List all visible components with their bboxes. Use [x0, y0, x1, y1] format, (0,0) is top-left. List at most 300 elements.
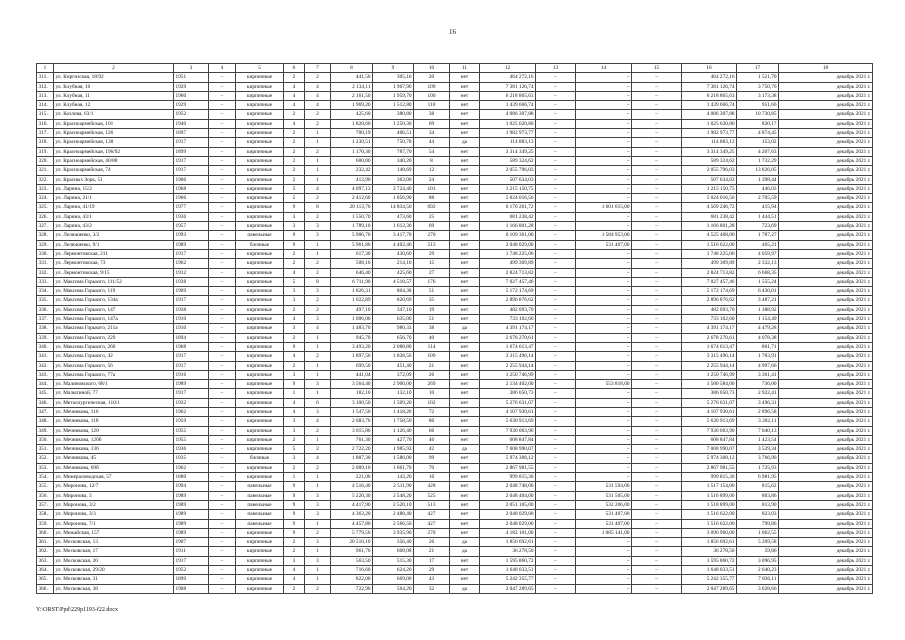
- cell-cost-budget: 553 818,00: [576, 380, 632, 389]
- cell-cost-fund: –: [536, 240, 576, 249]
- cell-total-cost: 1 025 620,86: [480, 119, 536, 128]
- cell-total-cost: 464 272,16: [480, 73, 536, 82]
- cell-cost-fund: –: [536, 91, 576, 100]
- cell-planned-date: декабрь 2021 г.: [779, 82, 873, 91]
- cell-total-cost: 6 218 865,63: [480, 91, 536, 100]
- cell-cost-budget: –: [576, 575, 632, 584]
- cell-cost-budget: –: [576, 119, 632, 128]
- cell-entrances: 1: [305, 519, 331, 528]
- column-number-11: 11: [450, 64, 480, 73]
- cell-total-cost: 5 974 308,12: [480, 454, 536, 463]
- cell-year-built: 1952: [174, 110, 209, 119]
- cell-year-reconstructed: –: [209, 445, 236, 454]
- cell-planned-date: декабрь 2021 г.: [779, 296, 873, 305]
- cell-cost-per-sqm: 4 207,63: [737, 147, 779, 156]
- cell-total-area: 1 828,60: [331, 119, 373, 128]
- cell-year-reconstructed: –: [209, 361, 236, 370]
- cell-entrances: 2: [305, 259, 331, 268]
- cell-residents: 38: [414, 110, 450, 119]
- cell-residents: 109: [414, 352, 450, 361]
- cell-living-area: 1 959,70: [373, 91, 414, 100]
- cell-cost-per-sqm: 1 062,55: [737, 528, 779, 537]
- cell-cost-budget: 531 594,00: [576, 482, 632, 491]
- cell-wall-material: кирпичные: [236, 389, 284, 398]
- cell-wall-material: кирпичные: [236, 435, 284, 444]
- cell-planned-date: декабрь 2021 г.: [779, 203, 873, 212]
- cell-cost-budget: –: [576, 110, 632, 119]
- cell-year-built: 1911: [174, 547, 209, 556]
- cell-row-no: 337.: [37, 315, 54, 324]
- cell-year-reconstructed: –: [209, 101, 236, 110]
- cell-cost-local: –: [632, 222, 682, 231]
- table-row: [37, 82, 873, 91]
- cell-total-area: 1 969,20: [331, 101, 373, 110]
- cell-total-area: 4 457,80: [331, 519, 373, 528]
- cell-total-area: 2 412,60: [331, 194, 373, 203]
- cell-floors: 3: [284, 454, 305, 463]
- cell-cost-local: –: [632, 389, 682, 398]
- cell-wall-material: кирпичные: [236, 259, 284, 268]
- cell-planned-date: декабрь 2021 г.: [779, 333, 873, 342]
- cell-cost-per-sqm: 1 398,44: [737, 175, 779, 184]
- cell-row-no: 322.: [37, 175, 54, 184]
- cell-row-no: 350.: [37, 435, 54, 444]
- cell-year-built: 1989: [174, 380, 209, 389]
- cell-address: ул. Красноармейская, 101: [54, 119, 174, 128]
- cell-cost-local: –: [632, 566, 682, 575]
- cell-cost-owners: 589 324,62: [682, 156, 737, 165]
- cell-year-built: 1962: [174, 463, 209, 472]
- cell-year-built: 1897: [174, 129, 209, 138]
- cell-year-built: 1968: [174, 342, 209, 351]
- cell-emergency-status: нет: [450, 249, 480, 258]
- cell-living-area: 148,69: [373, 166, 414, 175]
- cell-year-reconstructed: –: [209, 240, 236, 249]
- cell-wall-material: кирпичные: [236, 222, 284, 231]
- cell-cost-owners: 5 024 016,56: [682, 194, 737, 203]
- cell-cost-owners: 36 278,50: [682, 547, 737, 556]
- cell-emergency-status: нет: [450, 575, 480, 584]
- cell-year-built: 1917: [174, 156, 209, 165]
- cell-living-area: 451,40: [373, 361, 414, 370]
- cell-row-no: 315.: [37, 110, 54, 119]
- cell-entrances: 1: [305, 547, 331, 556]
- cell-address: ул. Козлова, 63/1: [54, 110, 174, 119]
- cell-year-built: 1917: [174, 166, 209, 175]
- cell-year-built: 1993: [174, 231, 209, 240]
- cell-cost-fund: –: [536, 194, 576, 203]
- cell-cost-local: –: [632, 240, 682, 249]
- table-row: [37, 222, 873, 231]
- cell-floors: 9: [284, 528, 305, 537]
- cell-total-cost: 2 048 029,00: [480, 510, 536, 519]
- cell-emergency-status: нет: [450, 184, 480, 193]
- cell-cost-local: –: [632, 147, 682, 156]
- cell-total-area: 182,10: [331, 389, 373, 398]
- cell-total-area: 563,50: [331, 556, 373, 565]
- cell-cost-per-sqm: 2 896,58: [737, 407, 779, 416]
- table-row: [37, 129, 873, 138]
- cell-residents: 10: [414, 389, 450, 398]
- cell-year-reconstructed: –: [209, 538, 236, 547]
- cell-year-reconstructed: –: [209, 110, 236, 119]
- cell-wall-material: кирпичные: [236, 91, 284, 100]
- cell-cost-per-sqm: 7 836,11: [737, 575, 779, 584]
- table-row: [37, 249, 873, 258]
- cell-year-reconstructed: –: [209, 510, 236, 519]
- cell-total-area: 1 006,00: [331, 315, 373, 324]
- cell-cost-per-sqm: 1 783,91: [737, 352, 779, 361]
- cell-cost-local: –: [632, 119, 682, 128]
- cell-total-cost: 5 630 913,69: [480, 417, 536, 426]
- cell-emergency-status: нет: [450, 222, 480, 231]
- table-row: [37, 287, 873, 296]
- cell-cost-local: –: [632, 417, 682, 426]
- cell-year-reconstructed: –: [209, 138, 236, 147]
- cell-cost-local: –: [632, 361, 682, 370]
- cell-total-cost: 733 102,60: [480, 315, 536, 324]
- cell-total-cost: 2 678 270,61: [480, 333, 536, 342]
- cell-total-area: 1 887,30: [331, 454, 373, 463]
- cell-residents: 70: [414, 463, 450, 472]
- cell-planned-date: декабрь 2021 г.: [779, 249, 873, 258]
- cell-entrances: 1: [305, 435, 331, 444]
- cell-year-reconstructed: –: [209, 119, 236, 128]
- cell-emergency-status: нет: [450, 277, 480, 286]
- cell-wall-material: кирпичные: [236, 575, 284, 584]
- cell-living-area: 2 548,20: [373, 491, 414, 500]
- cell-floors: 9: [284, 510, 305, 519]
- cell-total-area: 822,00: [331, 575, 373, 584]
- cell-year-reconstructed: –: [209, 407, 236, 416]
- cell-cost-budget: –: [576, 287, 632, 296]
- cell-cost-budget: –: [576, 277, 632, 286]
- cell-residents: 69: [414, 119, 450, 128]
- cell-total-cost: 1 250 746,99: [480, 370, 536, 379]
- cell-wall-material: кирпичные: [236, 407, 284, 416]
- cell-cost-budget: –: [576, 73, 632, 82]
- cell-emergency-status: нет: [450, 528, 480, 537]
- cell-total-cost: 999 815,30: [480, 473, 536, 482]
- cell-total-area: 413,90: [331, 175, 373, 184]
- cell-cost-local: –: [632, 203, 682, 212]
- cell-cost-per-sqm: 4 874,45: [737, 129, 779, 138]
- cell-planned-date: декабрь 2021 г.: [779, 101, 873, 110]
- cell-address: ул. Красноармейская, 138: [54, 138, 174, 147]
- cell-living-area: 3 935,90: [373, 528, 414, 537]
- cell-cost-fund: –: [536, 361, 576, 370]
- cell-row-no: 327.: [37, 222, 54, 231]
- cell-residents: 25: [414, 212, 450, 221]
- cell-cost-fund: –: [536, 380, 576, 389]
- cell-living-area: 340,20: [373, 156, 414, 165]
- cell-row-no: 348.: [37, 417, 54, 426]
- cell-cost-per-sqm: 6 981,95: [737, 473, 779, 482]
- cell-cost-owners: 608 847,84: [682, 435, 737, 444]
- cell-cost-budget: –: [576, 370, 632, 379]
- cell-cost-fund: –: [536, 101, 576, 110]
- cell-wall-material: кирпичные: [236, 249, 284, 258]
- cell-floors: 4: [284, 268, 305, 277]
- cell-floors: 3: [284, 324, 305, 333]
- cell-cost-per-sqm: 3 173,38: [737, 91, 779, 100]
- cell-emergency-status: нет: [450, 101, 480, 110]
- table-row: [37, 389, 873, 398]
- table-row: [37, 91, 873, 100]
- table-row: [37, 417, 873, 426]
- table-row: [37, 500, 873, 509]
- cell-year-reconstructed: –: [209, 435, 236, 444]
- cell-total-cost: 1 856 692,61: [480, 538, 536, 547]
- cell-total-cost: 114 883,13: [480, 138, 536, 147]
- cell-total-area: 4 097,13: [331, 184, 373, 193]
- table-row: [37, 556, 873, 565]
- cell-year-reconstructed: –: [209, 473, 236, 482]
- cell-address: ул. Красноармейская, 196/92: [54, 147, 174, 156]
- cell-entrances: 2: [305, 296, 331, 305]
- cell-planned-date: декабрь 2021 г.: [779, 147, 873, 156]
- cell-cost-owners: 2 678 270,61: [682, 333, 737, 342]
- cell-residents: 69: [414, 222, 450, 231]
- cell-year-built: 1989: [174, 240, 209, 249]
- cell-cost-local: –: [632, 110, 682, 119]
- cell-cost-per-sqm: 6 668,35: [737, 268, 779, 277]
- cell-year-built: 1929: [174, 101, 209, 110]
- cell-address: ул. Малыгиной, 77: [54, 389, 174, 398]
- cell-emergency-status: нет: [450, 491, 480, 500]
- cell-cost-local: –: [632, 342, 682, 351]
- cell-entrances: 1: [305, 389, 331, 398]
- cell-entrances: 1: [305, 333, 331, 342]
- cell-floors: 9: [284, 482, 305, 491]
- cell-cost-local: –: [632, 82, 682, 91]
- table-row: [37, 268, 873, 277]
- cell-total-area: 497,10: [331, 305, 373, 314]
- cell-cost-budget: 1 085 141,00: [576, 528, 632, 537]
- cell-year-reconstructed: –: [209, 398, 236, 407]
- table-row: [37, 138, 873, 147]
- cell-planned-date: декабрь 2021 г.: [779, 156, 873, 165]
- cell-cost-local: –: [632, 380, 682, 389]
- cell-total-area: 1 230,51: [331, 138, 373, 147]
- cell-total-cost: 1 982 973,77: [480, 129, 536, 138]
- cell-cost-owners: 1 439 666,74: [682, 101, 737, 110]
- cell-address: ул. Киргизская, 18/92: [54, 73, 174, 82]
- cell-planned-date: декабрь 2021 г.: [779, 352, 873, 361]
- cell-year-built: 1968: [174, 184, 209, 193]
- table-row: [37, 463, 873, 472]
- cell-floors: 2: [284, 361, 305, 370]
- cell-year-built: 1916: [174, 370, 209, 379]
- cell-cost-fund: –: [536, 249, 576, 258]
- cell-address: ул. Мечникова, 69б: [54, 463, 174, 472]
- cell-year-reconstructed: –: [209, 370, 236, 379]
- cell-cost-fund: –: [536, 426, 576, 435]
- cell-cost-per-sqm: 465,21: [737, 240, 779, 249]
- cell-cost-per-sqm: 1 521,70: [737, 73, 779, 82]
- cell-total-area: 646,40: [331, 268, 373, 277]
- table-row: [37, 426, 873, 435]
- cell-row-no: 355.: [37, 482, 54, 491]
- cell-cost-fund: –: [536, 184, 576, 193]
- table-row: [37, 352, 873, 361]
- cell-year-built: 1989: [174, 500, 209, 509]
- cell-planned-date: декабрь 2021 г.: [779, 110, 873, 119]
- cell-year-built: 1989: [174, 519, 209, 528]
- cell-cost-per-sqm: 1 725,93: [737, 463, 779, 472]
- housing-register-table: [36, 63, 873, 594]
- column-number-15: 15: [632, 64, 682, 73]
- cell-entrances: 2: [305, 73, 331, 82]
- cell-total-area: 761,30: [331, 435, 373, 444]
- cell-total-cost: 2 134 402,00: [480, 380, 536, 389]
- cell-total-cost: 36 278,50: [480, 547, 536, 556]
- cell-total-area: 5 220,30: [331, 491, 373, 500]
- cell-emergency-status: нет: [450, 435, 480, 444]
- cell-entrances: 3: [305, 407, 331, 416]
- column-number-1: 1: [37, 64, 54, 73]
- table-row: [37, 547, 873, 556]
- cell-residents: 513: [414, 500, 450, 509]
- cell-year-reconstructed: –: [209, 147, 236, 156]
- cell-planned-date: декабрь 2021 г.: [779, 361, 873, 370]
- cell-year-reconstructed: –: [209, 129, 236, 138]
- cell-row-no: 323.: [37, 184, 54, 193]
- cell-year-reconstructed: –: [209, 519, 236, 528]
- cell-cost-fund: –: [536, 342, 576, 351]
- cell-row-no: 325.: [37, 203, 54, 212]
- cell-cost-owners: 2 047 289,65: [682, 584, 737, 593]
- cell-living-area: 430,60: [373, 249, 414, 258]
- cell-cost-local: –: [632, 584, 682, 593]
- cell-cost-owners: 1 516 899,00: [682, 491, 737, 500]
- cell-entrances: 4: [305, 101, 331, 110]
- cell-year-built: 1955: [174, 435, 209, 444]
- cell-emergency-status: нет: [450, 194, 480, 203]
- cell-entrances: 1: [305, 156, 331, 165]
- cell-cost-fund: –: [536, 82, 576, 91]
- table-row: [37, 175, 873, 184]
- cell-cost-per-sqm: 153,02: [737, 138, 779, 147]
- cell-year-reconstructed: –: [209, 352, 236, 361]
- cell-year-built: 1960: [174, 91, 209, 100]
- cell-address: ул. Красноармейская, 74: [54, 166, 174, 175]
- cell-living-area: 473,60: [373, 212, 414, 221]
- cell-cost-fund: –: [536, 528, 576, 537]
- cell-cost-local: –: [632, 268, 682, 277]
- table-row: [37, 407, 873, 416]
- cell-cost-owners: 114 883,13: [682, 138, 737, 147]
- cell-year-built: 1910: [174, 315, 209, 324]
- cell-cost-budget: 1 584 953,00: [576, 231, 632, 240]
- cell-residents: 101: [414, 184, 450, 193]
- cell-floors: 2: [284, 147, 305, 156]
- cell-living-area: 1 418,20: [373, 407, 414, 416]
- cell-living-area: 1 838,56: [373, 352, 414, 361]
- cell-total-area: 4 363,20: [331, 510, 373, 519]
- cell-cost-budget: 531 407,00: [576, 240, 632, 249]
- cell-cost-local: –: [632, 454, 682, 463]
- cell-floors: 4: [284, 119, 305, 128]
- cell-row-no: 363.: [37, 556, 54, 565]
- footer-file-path: Y:\ORST\Ppd\229p1193-f22.docx: [36, 607, 119, 613]
- cell-emergency-status: нет: [450, 156, 480, 165]
- cell-emergency-status: нет: [450, 110, 480, 119]
- cell-address: ул. Красных Зорь, 51: [54, 175, 174, 184]
- table-row: [37, 203, 873, 212]
- cell-cost-local: –: [632, 519, 682, 528]
- cell-cost-local: –: [632, 333, 682, 342]
- cell-cost-local: –: [632, 398, 682, 407]
- cell-year-built: 1908: [174, 584, 209, 593]
- cell-residents: 35: [414, 296, 450, 305]
- cell-cost-owners: 2 824 713,82: [682, 268, 737, 277]
- cell-cost-per-sqm: 3 096,95: [737, 556, 779, 565]
- cell-address: ул. Миронова, 3/3: [54, 510, 174, 519]
- cell-wall-material: панельные: [236, 519, 284, 528]
- cell-cost-budget: –: [576, 147, 632, 156]
- cell-cost-budget: –: [576, 91, 632, 100]
- cell-residents: 109: [414, 82, 450, 91]
- cell-total-cost: 681 238,42: [480, 212, 536, 221]
- cell-emergency-status: нет: [450, 82, 480, 91]
- cell-address: ул. Металлургическая, 110/1: [54, 398, 174, 407]
- cell-residents: 428: [414, 482, 450, 491]
- cell-cost-fund: –: [536, 203, 576, 212]
- cell-cost-per-sqm: 799,86: [737, 519, 779, 528]
- cell-cost-local: –: [632, 259, 682, 268]
- cell-living-area: 347,10: [373, 305, 414, 314]
- cell-year-built: 1899: [174, 575, 209, 584]
- cell-cost-owners: 7 008 990,07: [682, 445, 737, 454]
- cell-floors: 5: [284, 445, 305, 454]
- table-row: [37, 212, 873, 221]
- cell-residents: 12: [414, 166, 450, 175]
- cell-emergency-status: да: [450, 584, 480, 593]
- cell-cost-per-sqm: 4 059,97: [737, 249, 779, 258]
- table-row: [37, 575, 873, 584]
- cell-emergency-status: нет: [450, 231, 480, 240]
- cell-year-reconstructed: –: [209, 566, 236, 575]
- cell-total-cost: 3 315 496,14: [480, 352, 536, 361]
- cell-year-reconstructed: –: [209, 184, 236, 193]
- cell-floors: 2: [284, 73, 305, 82]
- column-number-17: 17: [737, 64, 779, 73]
- cell-year-reconstructed: –: [209, 500, 236, 509]
- cell-row-no: 328.: [37, 231, 54, 240]
- cell-total-area: 2 161,50: [331, 91, 373, 100]
- cell-cost-owners: 1 516 622,00: [682, 240, 737, 249]
- cell-row-no: 345.: [37, 389, 54, 398]
- cell-residents: 427: [414, 510, 450, 519]
- cell-entrances: 2: [305, 426, 331, 435]
- cell-year-reconstructed: –: [209, 305, 236, 314]
- cell-cost-owners: 3 315 496,14: [682, 352, 737, 361]
- cell-entrances: 2: [305, 268, 331, 277]
- cell-cost-local: –: [632, 249, 682, 258]
- page-number: 16: [449, 28, 456, 36]
- cell-year-built: 1899: [174, 147, 209, 156]
- cell-cost-owners: 464 272,16: [682, 73, 737, 82]
- cell-entrances: 3: [305, 510, 331, 519]
- cell-total-cost: 1 648 033,51: [480, 566, 536, 575]
- cell-wall-material: панельные: [236, 231, 284, 240]
- cell-cost-budget: –: [576, 556, 632, 565]
- cell-emergency-status: нет: [450, 166, 480, 175]
- cell-living-area: 1 126,40: [373, 426, 414, 435]
- cell-cost-budget: –: [576, 101, 632, 110]
- cell-wall-material: кирпичные: [236, 380, 284, 389]
